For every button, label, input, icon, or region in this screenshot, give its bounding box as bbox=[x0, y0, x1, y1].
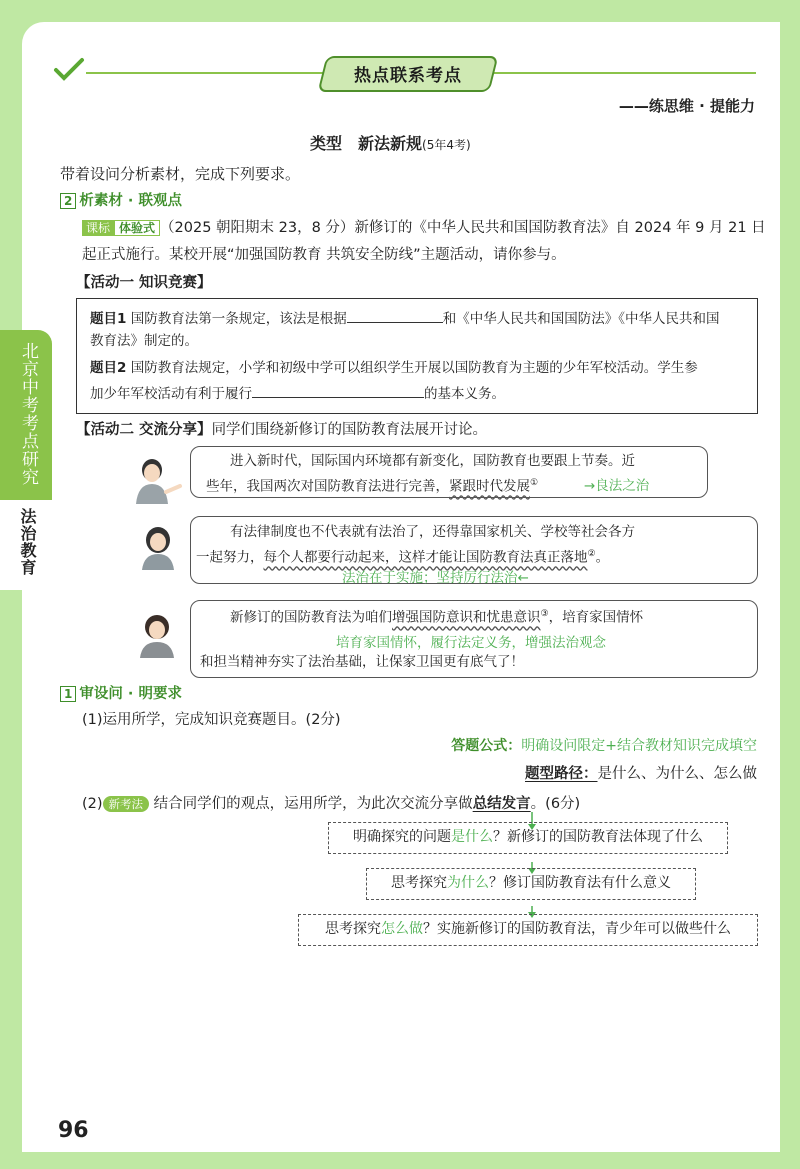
step-1-number: 1 bbox=[60, 686, 76, 702]
question-1-text-b: 和《中华人民共和国国防法》《中华人民共和国 bbox=[442, 311, 720, 327]
question-path bbox=[525, 764, 757, 784]
question-2-text-b: 加少年军校活动有利于履行 bbox=[90, 386, 252, 402]
bubble-3-highlight: 增强国防意识和忧患意识 bbox=[392, 609, 541, 626]
section-title bbox=[310, 134, 471, 155]
question-2-blank[interactable] bbox=[252, 383, 424, 398]
student-girl-icon bbox=[138, 526, 180, 570]
bubble-2-note: 法治在于实施；坚持厉行法治← bbox=[342, 570, 529, 586]
step-2-heading bbox=[60, 191, 182, 211]
header-banner: 热点联系考点 bbox=[354, 66, 462, 86]
bubble-2-highlight: 每个人都要行动起来，这样才能让国防教育法真正落地 bbox=[263, 549, 588, 566]
question-1-line-1 bbox=[90, 308, 719, 329]
intro-text: 带着设问分析素材，完成下列要求。 bbox=[60, 165, 301, 183]
flow-step-why bbox=[366, 868, 696, 900]
step-1-heading bbox=[60, 684, 182, 704]
question-1-label: 题目1 bbox=[90, 311, 127, 327]
student-teen-icon bbox=[136, 614, 180, 658]
bubble-3-mark: ③ bbox=[540, 609, 549, 619]
section-title-main: 类型 新法新规 bbox=[310, 134, 423, 153]
page-number: 96 bbox=[58, 1118, 89, 1143]
flow-step-what-a: 明确探究的问题 bbox=[353, 829, 451, 845]
bubble-1-line-2 bbox=[206, 473, 538, 497]
flow-step-why-highlight: 为什么 bbox=[447, 875, 489, 891]
activity-1-title: 【活动一 知识竞赛】 bbox=[76, 275, 212, 291]
student-boy-icon bbox=[132, 458, 184, 506]
material-line-1 bbox=[82, 218, 766, 238]
question-path-label: 题型路径： bbox=[525, 766, 598, 782]
side-tab bbox=[0, 330, 52, 590]
bubble-1-text-a: 些年，我国两次对国防教育法进行完善， bbox=[206, 478, 449, 495]
header-subtitle: ——练思维 · 提能力 bbox=[618, 97, 755, 115]
material-line-2: 起正式施行。某校开展“加强国防教育 共筑安全防线”主题活动，请你参与。 bbox=[82, 247, 566, 263]
bubble-1-highlight: 紧跟时代发展 bbox=[449, 478, 530, 495]
bubble-2-line-1: 有法律制度也不代表就有法治了，还得靠国家机关、学校等社会各方 bbox=[230, 524, 635, 540]
answer-formula-text: 明确设问限定+结合教材知识完成填空 bbox=[521, 738, 757, 754]
question-2-line-2 bbox=[90, 383, 505, 404]
question-2-label: 题目2 bbox=[90, 360, 127, 376]
bubble-2-line-2 bbox=[196, 544, 609, 568]
bubble-2-mark: ② bbox=[587, 549, 596, 559]
flow-step-what bbox=[328, 822, 728, 854]
step-2-number: 2 bbox=[60, 193, 76, 209]
question-part-1: (1)运用所学，完成知识竞赛题目。(2分) bbox=[82, 712, 341, 728]
tag-experience: 体验式 bbox=[114, 220, 160, 236]
step-2-label: 析素材 · 联观点 bbox=[79, 193, 182, 209]
question-part-2-text-a: 结合同学们的观点，运用所学，为此次交流分享做 bbox=[153, 796, 473, 812]
flow-step-how-b: ？实施新修订的国防教育法，青少年可以做些什么 bbox=[423, 921, 731, 937]
bubble-3-line-2: 和担当精神夯实了法治基础，让保家卫国更有底气了！ bbox=[200, 654, 524, 670]
question-part-2-text-c: 。(6分) bbox=[530, 796, 581, 812]
flow-step-how-a: 思考探究 bbox=[325, 921, 381, 937]
activity-2-desc: 同学们围绕新修订的国防教育法展开讨论。 bbox=[211, 422, 488, 438]
answer-formula bbox=[451, 736, 757, 756]
flow-step-why-b: ？修订国防教育法有什么意义 bbox=[489, 875, 671, 891]
question-1-text-a: 国防教育法第一条规定，该法是根据 bbox=[130, 311, 347, 327]
flow-step-how bbox=[298, 914, 758, 946]
flow-step-what-highlight: 是什么 bbox=[451, 829, 493, 845]
step-1-label: 审设问 · 明要求 bbox=[79, 686, 182, 702]
bubble-3-text-a: 新修订的国防教育法为咱们 bbox=[230, 609, 392, 626]
question-2-text-c: 的基本义务。 bbox=[424, 386, 505, 402]
question-part-2 bbox=[82, 794, 580, 814]
flow-step-how-highlight: 怎么做 bbox=[381, 921, 423, 937]
question-path-text: 是什么、为什么、怎么做 bbox=[597, 766, 757, 782]
question-part-2-emphasis: 总结发言 bbox=[472, 796, 531, 812]
bubble-3-text-c: ，培育家国情怀 bbox=[548, 609, 644, 626]
side-tab-series: 北京中考考点研究 bbox=[18, 342, 38, 486]
section-title-note: (5年4考) bbox=[422, 138, 471, 152]
flow-step-what-b: ？新修订的国防教育法体现了什么 bbox=[493, 829, 703, 845]
question-2-text-a: 国防教育法规定，小学和初级中学可以组织学生开展以国防教育为主题的少年军校活动。学生参 bbox=[130, 360, 698, 376]
flow-step-why-a: 思考探究 bbox=[391, 875, 447, 891]
question-part-2-prefix: (2) bbox=[82, 796, 103, 812]
bubble-2-end: 。 bbox=[595, 549, 610, 566]
bubble-2-text-a: 一起努力， bbox=[196, 549, 264, 566]
bubble-1-mark: ① bbox=[530, 478, 539, 488]
bubble-3-note: 培育家国情怀，履行法定义务，增强法治观念 bbox=[336, 635, 606, 651]
new-method-tag: 新考法 bbox=[103, 796, 150, 812]
question-2-line-1 bbox=[90, 358, 698, 378]
tag-curriculum: 课标 bbox=[82, 220, 114, 236]
bubble-1-line-1: 进入新时代，国际国内环境都有新变化，国防教育也要跟上节奏。近 bbox=[230, 453, 635, 469]
check-icon bbox=[52, 54, 86, 84]
bubble-3-line-1 bbox=[230, 604, 643, 628]
side-tab-subject: 法治教育 bbox=[18, 508, 37, 576]
answer-formula-label: 答题公式： bbox=[451, 738, 522, 754]
question-1-line-2: 教育法》制定的。 bbox=[90, 333, 198, 349]
activity-2-heading bbox=[76, 420, 487, 440]
bubble-1-note: →良法之治 bbox=[584, 478, 650, 494]
question-1-blank[interactable] bbox=[347, 308, 443, 323]
material-text-1: （2025 朝阳期末 23，8 分）新修订的《中华人民共和国国防教育法》自 2024 年 9 月 21 日 bbox=[160, 220, 766, 236]
activity-2-title: 【活动二 交流分享】 bbox=[76, 422, 212, 438]
